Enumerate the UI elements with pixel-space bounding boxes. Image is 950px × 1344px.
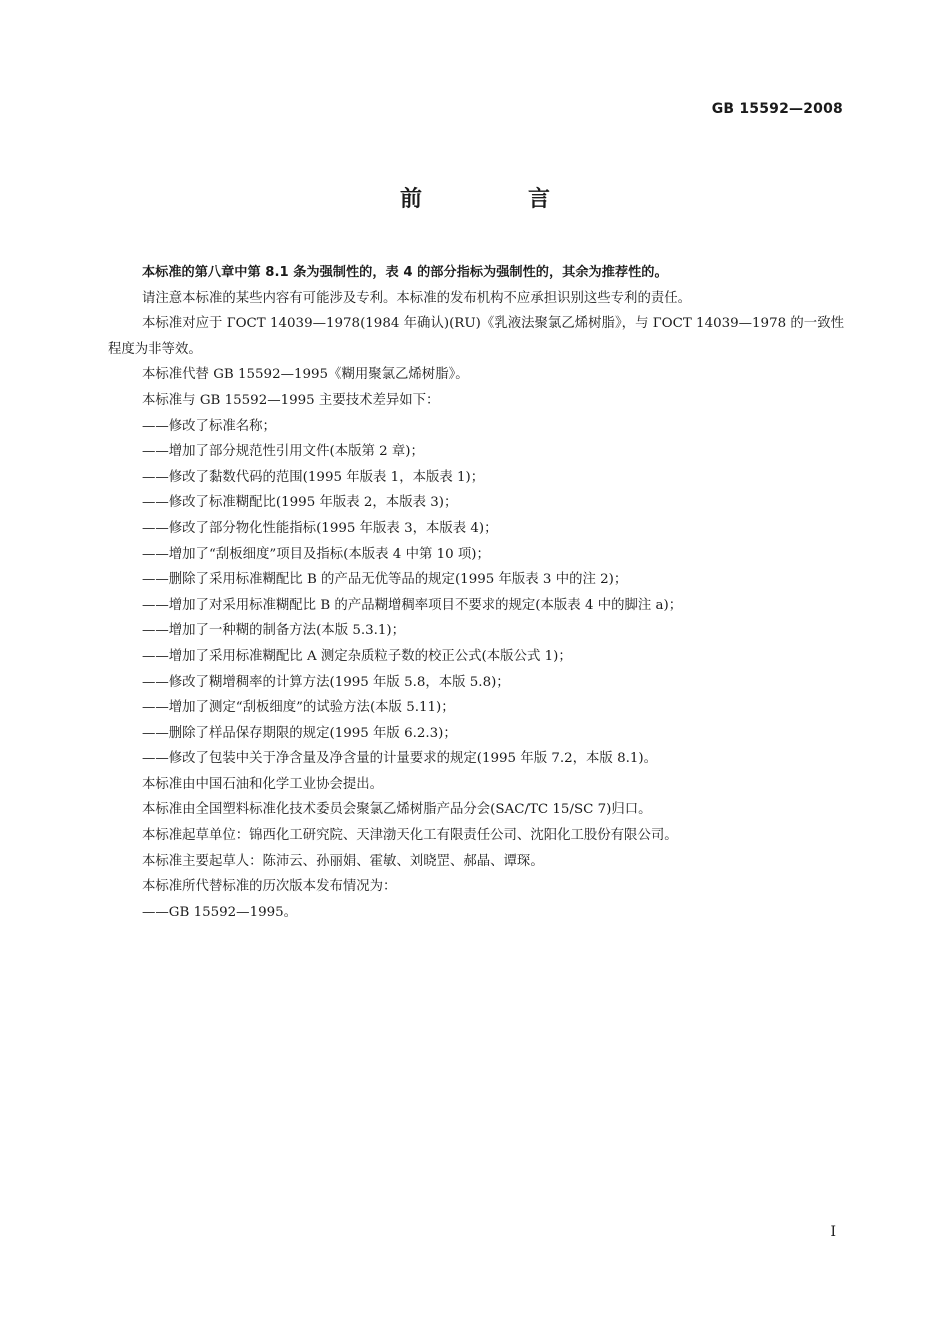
- paragraph-drafters: 本标准主要起草人：陈沛云、孙丽娟、霍敏、刘晓罡、郝晶、谭琛。: [142, 853, 544, 869]
- list-item: ——增加了部分规范性引用文件(本版第 2 章)；: [142, 444, 424, 460]
- list-item: ——增加了“刮板细度”项目及指标(本版表 4 中第 10 项)；: [142, 546, 490, 562]
- paragraph-replaces: 本标准代替 GB 15592—1995《糊用聚氯乙烯树脂》。: [142, 367, 469, 383]
- list-item: ——修改了糊增稠率的计算方法(1995 年版 5.8，本版 5.8)；: [142, 674, 510, 690]
- paragraph-centralized-by: 本标准由全国塑料标准化技术委员会聚氯乙烯树脂产品分会(SAC/TC 15/SC 7)归口。: [142, 802, 652, 818]
- standard-code: GB 15592—2008: [711, 101, 843, 117]
- list-item: ——增加了测定“刮板细度”的试验方法(本版 5.11)；: [142, 700, 455, 716]
- paragraph-differences-intro: 本标准与 GB 15592—1995 主要技术差异如下：: [142, 392, 440, 408]
- list-item: ——删除了采用标准糊配比 B 的产品无优等品的规定(1995 年版表 3 中的注 2)；: [142, 572, 628, 588]
- list-item: ——GB 15592—1995。: [142, 904, 298, 920]
- list-item: ——修改了黏数代码的范围(1995 年版表 1，本版表 1)；: [142, 469, 485, 485]
- list-item: ——修改了包装中关于净含量及净含量的计量要求的规定(1995 年版 7.2，本版 8.1)。: [142, 751, 657, 767]
- foreword-body: [108, 260, 844, 925]
- paragraph-previous-versions: 本标准所代替标准的历次版本发布情况为：: [142, 879, 397, 895]
- paragraph-mandatory-clause: 本标准的第八章中第 8.1 条为强制性的，表 4 的部分指标为强制性的，其余为推荐性的。: [142, 265, 668, 280]
- list-item: ——修改了标准糊配比(1995 年版表 2，本版表 3)；: [142, 495, 458, 511]
- paragraph-correspondence: 本标准对应于 ГОСТ 14039—1978(1984 年确认)(RU)《乳液法聚氯乙烯树脂》，与 ГОСТ 14039—1978 的一致性程度为非等效。: [108, 316, 844, 357]
- list-item: ——增加了一种糊的制备方法(本版 5.3.1)；: [142, 623, 406, 639]
- page-title: 前 言: [399, 187, 592, 212]
- paragraph-patent-notice: 请注意本标准的某些内容有可能涉及专利。本标准的发布机构不应承担识别这些专利的责任。: [142, 290, 692, 306]
- list-item: ——修改了部分物化性能指标(1995 年版表 3，本版表 4)；: [142, 520, 498, 536]
- paragraph-proposer: 本标准由中国石油和化学工业协会提出。: [142, 776, 384, 792]
- list-item: ——增加了对采用标准糊配比 B 的产品糊增稠率项目不要求的规定(本版表 4 中的脚注 a)；: [142, 597, 683, 613]
- list-item: ——增加了采用标准糊配比 A 测定杂质粒子数的校正公式(本版公式 1)；: [142, 648, 572, 664]
- paragraph-drafting-units: 本标准起草单位：锦西化工研究院、天津渤天化工有限责任公司、沈阳化工股份有限公司。: [142, 828, 678, 844]
- list-item: ——修改了标准名称；: [142, 418, 276, 434]
- list-item: ——删除了样品保存期限的规定(1995 年版 6.2.3)；: [142, 725, 457, 741]
- page-number: I: [830, 1224, 836, 1240]
